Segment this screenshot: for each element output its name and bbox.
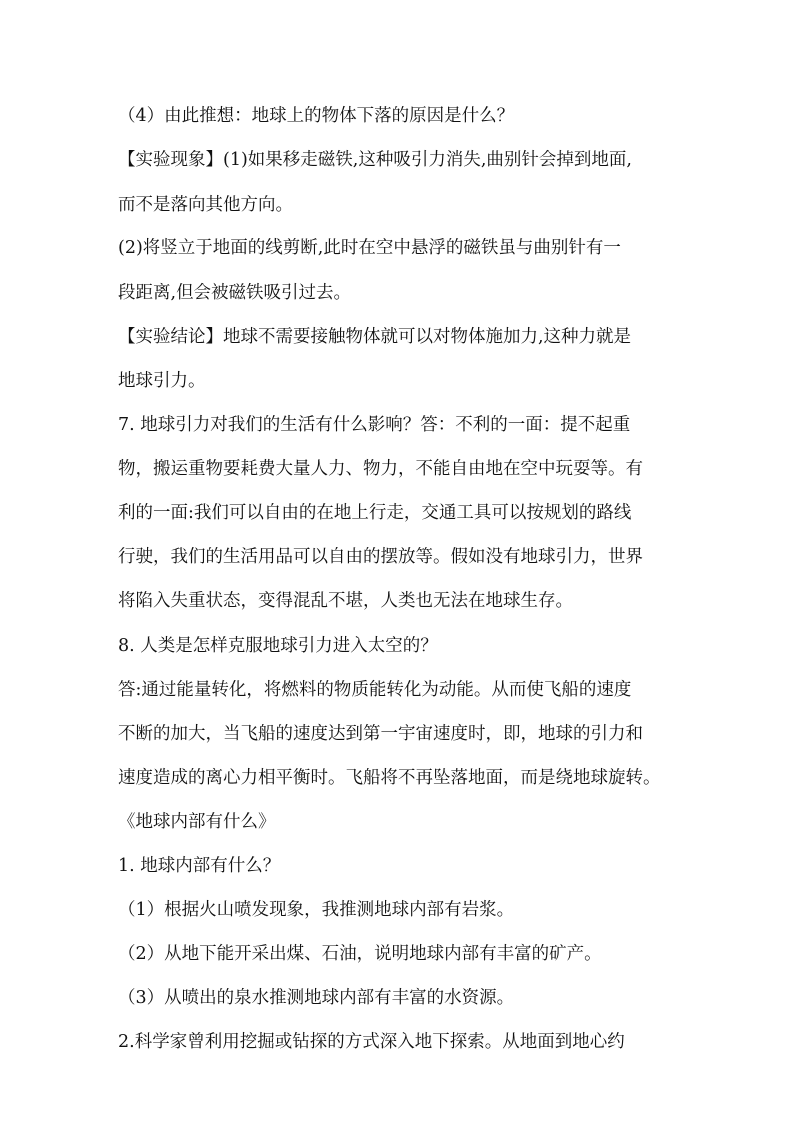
text-line: 将陷入失重状态，变得混乱不堪，人类也无法在地球生存。 [118,591,573,611]
experiment-phenomenon-line: 【实验现象】(1)如果移走磁铁,这种吸引力消失,曲别针会掉到地面, [118,150,632,170]
answer-item-2: （2）从地下能开采出煤、石油，说明地球内部有丰富的矿产。 [118,944,602,964]
question-4-line: （4）由此推想：地球上的物体下落的原因是什么？ [118,106,515,126]
question-8-line: 8. 人类是怎样克服地球引力进入太空的？ [118,636,438,656]
text-line: (2)将竖立于地面的线剪断,此时在空中悬浮的磁铁虽与曲别针有一 [118,238,621,258]
experiment-conclusion-line: 【实验结论】地球不需要接触物体就可以对物体施加力,这种力就是 [118,327,632,347]
answer-item-1: （1）根据火山喷发现象，我推测地球内部有岩浆。 [118,900,515,920]
question-7-line: 7. 地球引力对我们的生活有什么影响？答：不利的一面：提不起重 [118,415,631,435]
text-line: 段距离,但会被磁铁吸引过去。 [118,283,352,303]
question-1-line: 1. 地球内部有什么？ [118,856,281,876]
question-2-line: 2.科学家曾利用挖掘或钻探的方式深入地下探索。从地面到地心约 [118,1032,625,1052]
answer-item-3: （3）从喷出的泉水推测地球内部有丰富的水资源。 [118,988,515,1008]
section-title: 《地球内部有什么》 [118,812,276,832]
answer-8-line: 答:通过能量转化，将燃料的物质能转化为动能。从而使飞船的速度 [118,680,632,700]
text-line: 而不是落向其他方向。 [118,195,293,215]
text-line: 物，搬运重物要耗费大量人力、物力，不能自由地在空中玩耍等。有 [118,459,643,479]
text-line: 地球引力。 [118,371,206,391]
text-line: 利的一面:我们可以自由的在地上行走，交通工具可以按规划的路线 [118,503,632,523]
text-line: 行驶，我们的生活用品可以自由的摆放等。假如没有地球引力，世界 [118,547,643,567]
text-line: 速度造成的离心力相平衡时。飞船将不再坠落地面，而是绕地球旋转。 [118,768,661,788]
text-line: 不断的加大，当飞船的速度达到第一宇宙速度时，即，地球的引力和 [118,724,643,744]
